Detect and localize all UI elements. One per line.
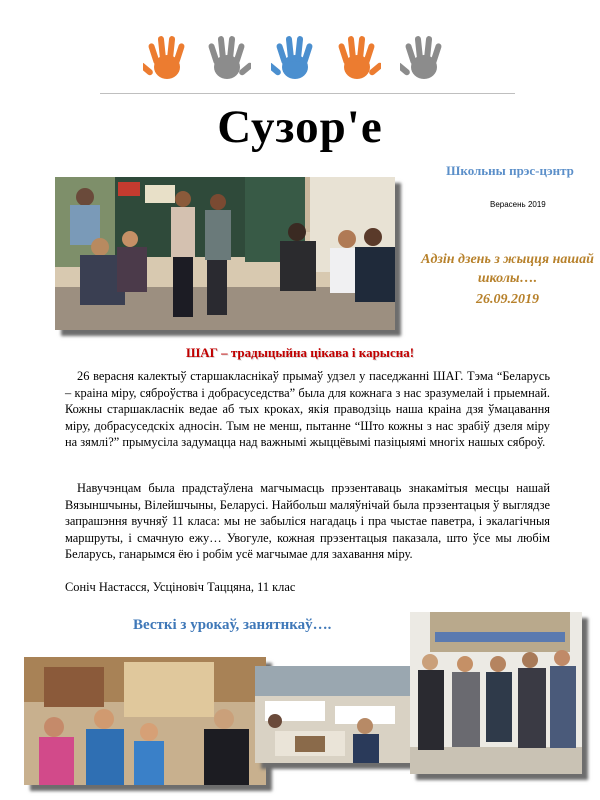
gray-hand-icon (400, 33, 446, 83)
lesson-photo-middle (255, 666, 410, 763)
lesson-photo-left (24, 657, 266, 785)
article-headline: ШАГ – традыцыйна цікава і карысна! (185, 345, 415, 360)
main-photo (55, 177, 395, 330)
orange-hand-icon (143, 33, 189, 83)
blue-hand-icon (271, 33, 317, 83)
press-center-label: Школьны прэс-цэнтр (446, 163, 574, 178)
day-caption: Адзін дзень з жыцця нашай школы…. (421, 252, 594, 286)
orange-hand-icon (335, 33, 381, 83)
day-date: 26.09.2019 (476, 292, 539, 307)
lessons-section-title: Весткі з урокаў, занятнкаў…. (133, 617, 332, 633)
article-paragraph-1 (65, 368, 550, 451)
article-author: Соніч Настасся, Усціновіч Таццяна, 11 клас (65, 580, 296, 594)
paragraph-2-text: Навучэнцам была прадстаўлена магчымасць прэзентаваць знакамітыя месцы нашай Вязыншчыны, Вілейшчыны, Беларусі. Найбольш маляўнічай была прэзентацыя ў выглядзе запрашэння вучняў 11 класа: мы не забыліся нагадаць і пра чыстае паветра, і экалагічныя маршруты, і смачную ежу… Увогуле, кожная прэзентацыя паказала, што ўсе мы любім Беларусь, ганарымся ёю і робім усё магчымае для захавання міру. (65, 481, 550, 561)
newsletter-title: Сузор'е (217, 101, 383, 153)
issue-date: Верасень 2019 (490, 200, 546, 209)
article-paragraph-2 (65, 480, 550, 563)
gray-hand-icon (205, 33, 251, 83)
lesson-photo-right (410, 612, 582, 774)
masthead-divider (100, 93, 515, 94)
paragraph-1-text: 26 верасня калектыў старшакласнікаў прымаў удзел у паседжанні ШАГ. Тэма “Беларусь – краіна міру, сяброўства і добрасуседства” была для кожнага з нас зразумелай і прыемнай. Кожны старшакласнік ведае аб тых кроках, якія праводзіць наша краіна дзя ўмацавання міру, добрасуседскіх адносін. Тым не менш, пытанне “Што кожны з нас зрабіў дзеля міру на зямлі?” прымусіла задумацца над важнымі жыццёвымі пазіцыямі многіх нашых сяброў. (65, 369, 550, 449)
